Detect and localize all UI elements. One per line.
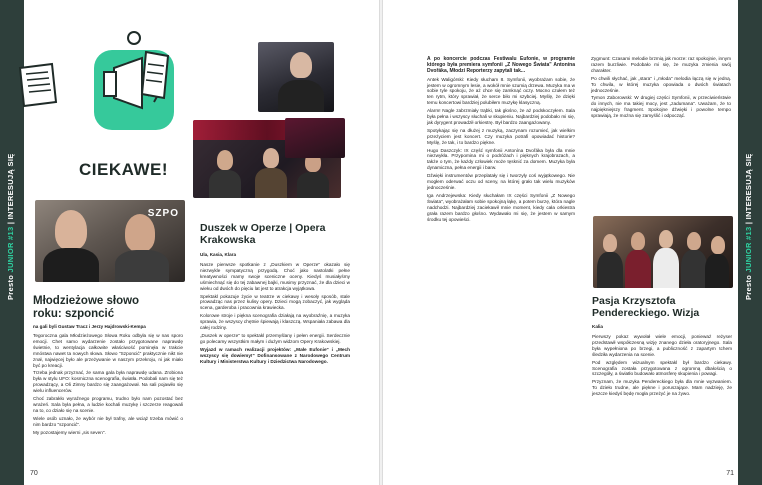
document-icon (138, 48, 178, 104)
interview-paragraph: Zygmunt: Czasami melodie brzmią jak morze: raz spokojnie, innym razem burzliwie. Podobało mi się, że muzyka zmienia swój charakter. (591, 56, 731, 73)
right-page-number: 71 (726, 470, 734, 477)
right-sidebar-band (738, 0, 762, 485)
article3-byline: Kalia (592, 324, 603, 329)
article1-paragraph: Tegoroczna gala Młodzieżowego Słowa Roku odbyła się w nas sporo emocji. Chet samo wydarzenie zostało przygotowane naprawdę świetnie, to wentylacja całkowite właściwość pominęła w trakcie mnóstwa nawet ta nowych słowa. Słowo "Szponcić" praktycznie nikt nie znał, najwięcej było ale przeżywanie w naszym przekroju, ni jak miało być po kreacji. (33, 333, 183, 368)
ciekawe-heading: CIEKAWE! (79, 160, 168, 179)
interview-paragraph: Hugo Daszczyk: IX część symfonii Antonína Dvořáka była dla mnie niezwykła. Przypomina mi o podróżach i pięknych krajobrazach, a także o tym, że każdy człowiek może tęsknić za domem. Muzyka była dynamiczna, pełna energii i barw. (427, 147, 575, 171)
article1-paragraph: My pozostajemy wierni „sis seven". (33, 429, 106, 435)
left-sidebar-label: Presto JUNIOR #13 | INTERESUJĄ SIĘ (6, 153, 15, 300)
article1-paragraph: Wiele osób uznało, że wybór nie był trafny, ale wciąż trzeba mówić o nim bardzo "szponcić". (33, 415, 183, 427)
article2-paragraph: Spektakl pokazuje życie w teatrze w ciekawy i wesoły sposób, stale prowadząc nas przez kulisy opery. Dzieci mogą zobaczyć, jak wygląda scena, garderoba i pracownia krawiecka. (200, 293, 350, 311)
article2-title: Duszek w Operze | Opera Krakowska (200, 222, 326, 246)
article2-byline: Ula, Kasia, Klara (200, 252, 237, 257)
article3-paragraph: Pod względem wizualnym spektakl był bardzo ciekawy. Scenografia została przygotowana z ogromną dbałością o szczegóły, a światło budowało atmosferę skupienia i powagi. (592, 359, 732, 377)
article1-body (33, 333, 183, 438)
interview-paragraph: Antek Waligórski: Kiedy słucham 8. Symfonii, wyobrażam sobie, że jestem w ogromnym lesie, a wokół mnie szumią drzewa. Muzyka ma w sobie tyle spokoju, że aż chce się zamknąć oczy. Mocno czułem też ten rytm, który sprawiał, że serce biło mi szybciej. Myślę, że dzięki temu koncertowi bardziej polubiłem muzykę klasyczną. (427, 76, 575, 106)
article3-paragraph: Pierwszy pokaz wywołał wiele emocji, ponieważ reżyser przedstawił współczesną wizję znanego dzieła oratoryjnego. Sala była wypełniona po brzegi, a publiczność z zapartym tchem śledziła wydarzenia na scenie. (592, 334, 732, 357)
article1-title: Młodzieżowe słowo roku: szponcić (33, 295, 140, 320)
interview-paragraph: Spotykając się na dłużej z muzyką, zaczynam rozumieć, jak wielkim przeżyciem jest koncert. Czy muzyka potrafi opowiadać historie? Myślę, że tak, i to bardzo piękne. (427, 127, 575, 145)
interview-column-1 (427, 56, 575, 224)
right-sidebar-label: Presto JUNIOR #13 | INTERESUJĄ SIĘ (744, 153, 753, 300)
interview-paragraph: Dźwięki instrumentów przeplatały się i tworzyły coś wyjątkowego. Nie mogłem oderwać oczu od sceny, na której grało tak wielu muzyków jednocześnie. (427, 173, 575, 191)
interview-column-2 (591, 56, 731, 121)
interview-lead: A po koncercie podczas Festiwalu Eufonie, w programie którego była premiera symfonii „Z Nowego Świata" Antonína Dvořáka, Młodzi Reporterzy zapytali tak... (427, 56, 575, 75)
interview-paragraph: Tymon Zaborowski: W drugiej części Symfonii, w przeciwieństwie do innych, nie ma takiej mocy, jest „zadumana". Uważam, że to najpiękniejszy fragment. Spokojne dźwięki i powolne tempo sprawiają, że można się zamyślić i odpocząć. (591, 95, 731, 119)
interview-paragraph: Po chwili słychać, jak „stara" i „młoda" melodia łączą się w jedną. To chwila, w której muzyka opowiada o dwóch światach jednocześnie. (591, 75, 731, 93)
article3-title: Pasja Krzysztofa Pendereckiego. Wizja (592, 295, 700, 319)
article3-body (592, 334, 732, 399)
article2-paragraph: Kolorowe stroje i piękna scenografia działają na wyobraźnię, a muzyka sprawia, że wszyscy chętnie śpiewają i klaszczą. Wspaniała zabawa dla całej rodziny. (200, 313, 350, 331)
article3-paragraph: Przyznam, że muzyka Pendereckiego była dla mnie wyzwaniem. To dzieło trudne, ale piękne i poruszające. Mam nadzieję, że jeszcze kiedyś będę mogła przeżyć je na żywo. (592, 379, 732, 397)
right-page (381, 0, 762, 485)
page-gutter (379, 0, 383, 485)
article1-paragraph: Trzeba jednak przyznać, że sama gala była naprawdę udana. Zrobiona była w stylu UFO: kosmiczna scenografia, światła. Podobali nam się też prowadzący, a Oli Zimny bardzo się zaangażował. Na sali pojawiło się wielu influencerów. (33, 370, 183, 394)
article2-footnote: Wyjazd w ramach realizacji projektów: „Małe Eufonie" i „Mech wszyscy się dowiemy!" Dofinansowane z Narodowego Centrum Kultury i Ministerstwa Kultury i Dziedzictwa Narodowego. (200, 346, 350, 364)
photo-group-penderecki (593, 216, 733, 288)
gala-sign-text: SZPO (147, 208, 179, 219)
interview-paragraph: Iga Andrzejewska: Kiedy słuchałam IX części Symfonii „Z Nowego Świata", wyobrażałam sobie spokojną łąkę, a potem burzę, która nagle nadchodzi. Najbardziej zaciekawił mnie moment, kiedy cała orkiestra grała razem bardzo głośno. Wydawało mi się, że jestem w samym środku tej opowieści. (427, 192, 575, 222)
interview-paragraph: Alarm! Nagle zabrzmiały trąbki, tak głośno, że aż podskoczyłem. Sala była pełna i wszyscy słuchali w skupieniu. Najbardziej podobało mi się, jak dyrygent prowadził orkiestrę. Był bardzo zaangażowany. (427, 108, 575, 125)
article2-paragraph: „Duszek w operze" to spektakl przemyślany i pełen energii. Serdecznie go polecamy wszystkim małym i dużym widzom Opery Krakowskiej. (200, 332, 350, 344)
newspaper-icon (14, 60, 60, 110)
left-page-number: 70 (30, 470, 38, 477)
photo-girl-portrait (258, 42, 334, 112)
article2-body (200, 262, 350, 367)
photo-selfie-boys (35, 200, 185, 282)
photo-stage-lights (285, 118, 345, 158)
article2-paragraph: Nasze pierwsze spotkanie z „Duszkiem w Operze" okazało się niezwykle sympatyczną przygodą. Choć jako nastolatki pełne kreatywności mamy swoje sceniczne oceny. Kiedyś musiałyśmy uśmiechnąć się do tej zabawnej bajki, musimy przyznać, że dla dzieci w wieku od dwóch do pięciu lat jest to atrakcja wyjątkowa. (200, 262, 350, 291)
article1-byline: na gali byli Gustaw Tracz i Jerzy Hajdrowski-Kempa (33, 324, 146, 329)
article1-paragraph: Choć zabrakło wyraźnego programu, trudno było nam pozostać bez wrażeń. Sala była pełna, a ludzie kochali muzykę i szczerze reagowali na to, co działo się na scenie. (33, 396, 183, 413)
